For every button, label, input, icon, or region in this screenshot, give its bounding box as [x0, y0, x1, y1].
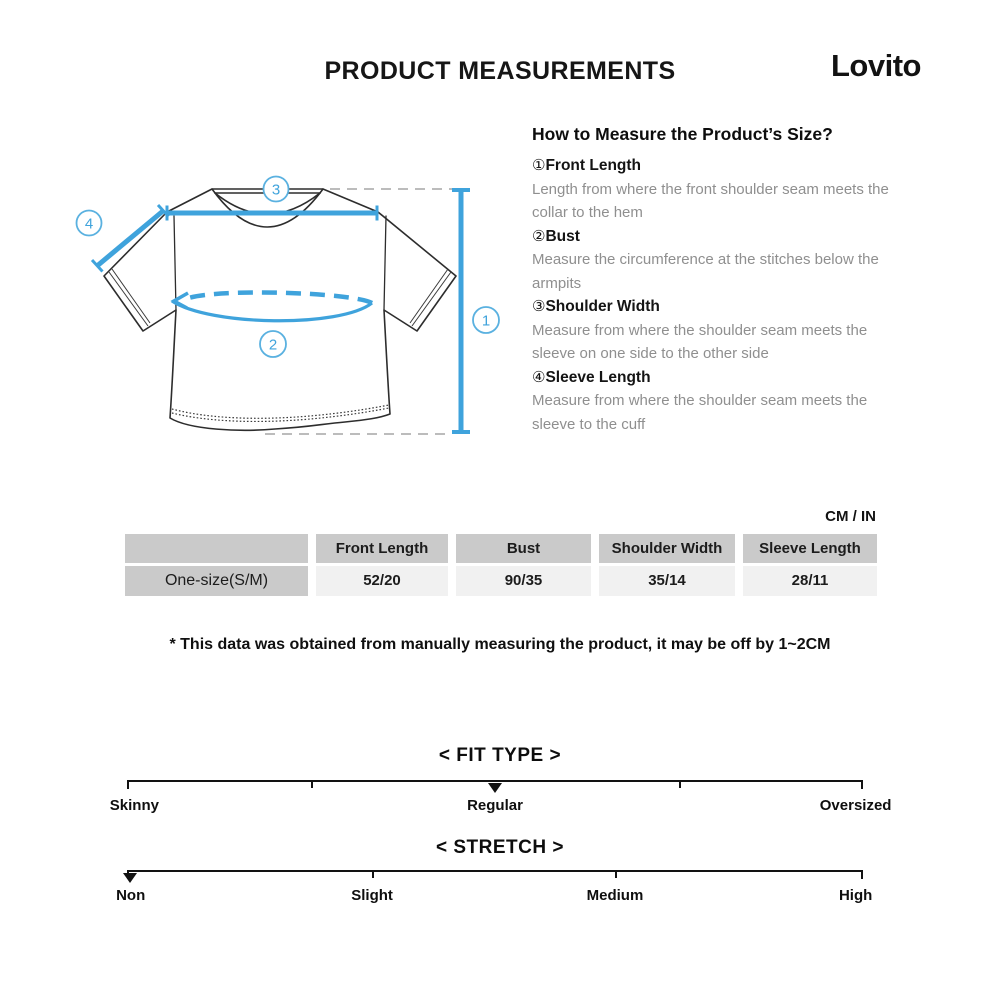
header-cell-front-length: Front Length — [316, 534, 448, 563]
measure-term: ③Shoulder Width — [532, 297, 660, 315]
measure-term: ①Front Length — [532, 156, 642, 174]
tshirt-outline — [104, 189, 456, 430]
stretch-tick — [372, 870, 374, 878]
measure-desc: Measure from where the shoulder seam meets the sleeve to the cuff — [532, 392, 868, 433]
header-cell-empty — [125, 534, 308, 563]
measure-desc: Measure from where the shoulder seam meets the sleeve on one side to the other side — [532, 321, 868, 362]
badge-bust: 2 — [268, 336, 278, 354]
size-table — [125, 508, 877, 596]
fit-label-skinny: Skinny — [109, 797, 159, 814]
stretch-scale — [116, 870, 873, 910]
stretch-label-medium: Medium — [586, 887, 644, 904]
header-cell-shoulder-width: Shoulder Width — [599, 534, 735, 563]
measurement-disclaimer: * This data was obtained from manually measuring the product, it may be off by 1~2CM — [169, 636, 831, 653]
brand-logo: Lovito — [831, 48, 921, 83]
fit-label-oversized: Oversized — [819, 797, 892, 814]
measure-desc: Length from where the front shoulder seam meets the collar to the hem — [532, 180, 889, 221]
fit-type-tick — [679, 780, 681, 788]
size-name-cell: One-size(S/M) — [125, 566, 308, 596]
table-row — [125, 566, 877, 596]
table-header-row — [125, 534, 877, 563]
stretch-label-non: Non — [116, 887, 146, 904]
bust-value: 90/35 — [456, 566, 591, 596]
measure-desc: Measure the circumference at the stitches below the armpits — [532, 251, 879, 292]
measure-term: ②Bust — [532, 226, 580, 245]
circled-number: ① — [532, 156, 546, 174]
stretch-tick — [615, 870, 617, 878]
fit-type-scale — [109, 780, 892, 820]
fit-type-tick — [311, 780, 313, 788]
fit-type-heading: < FIT TYPE > — [438, 745, 562, 766]
badge-front-length: 1 — [481, 312, 491, 330]
measure-term: ④Sleeve Length — [532, 367, 651, 386]
front-length-value: 52/20 — [316, 566, 448, 596]
stretch-label-high: High — [838, 887, 873, 904]
circled-number: ② — [532, 226, 546, 245]
header-cell-bust: Bust — [456, 534, 591, 563]
how-to-heading: How to Measure the Product’s Size? — [532, 124, 833, 144]
page-title: PRODUCT MEASUREMENTS — [324, 57, 676, 85]
stretch-marker — [123, 873, 137, 883]
tshirt-measurement-diagram — [60, 150, 520, 470]
sleeve-length-value: 28/11 — [743, 566, 877, 596]
fit-type-axis — [127, 780, 863, 782]
badge-sleeve-length: 4 — [84, 215, 94, 233]
fit-label-regular: Regular — [467, 797, 523, 814]
stretch-axis — [127, 870, 863, 872]
circled-number: ④ — [532, 367, 546, 386]
unit-label: CM / IN — [825, 508, 876, 525]
badge-shoulder-width: 3 — [271, 181, 281, 199]
stretch-label-slight: Slight — [351, 887, 393, 904]
circled-number: ③ — [532, 297, 546, 315]
header-cell-sleeve-length: Sleeve Length — [743, 534, 877, 563]
how-to-measure-section — [532, 124, 904, 436]
shoulder-width-value: 35/14 — [599, 566, 735, 596]
stretch-heading: < STRETCH > — [436, 837, 564, 858]
fit-type-marker — [488, 783, 502, 793]
